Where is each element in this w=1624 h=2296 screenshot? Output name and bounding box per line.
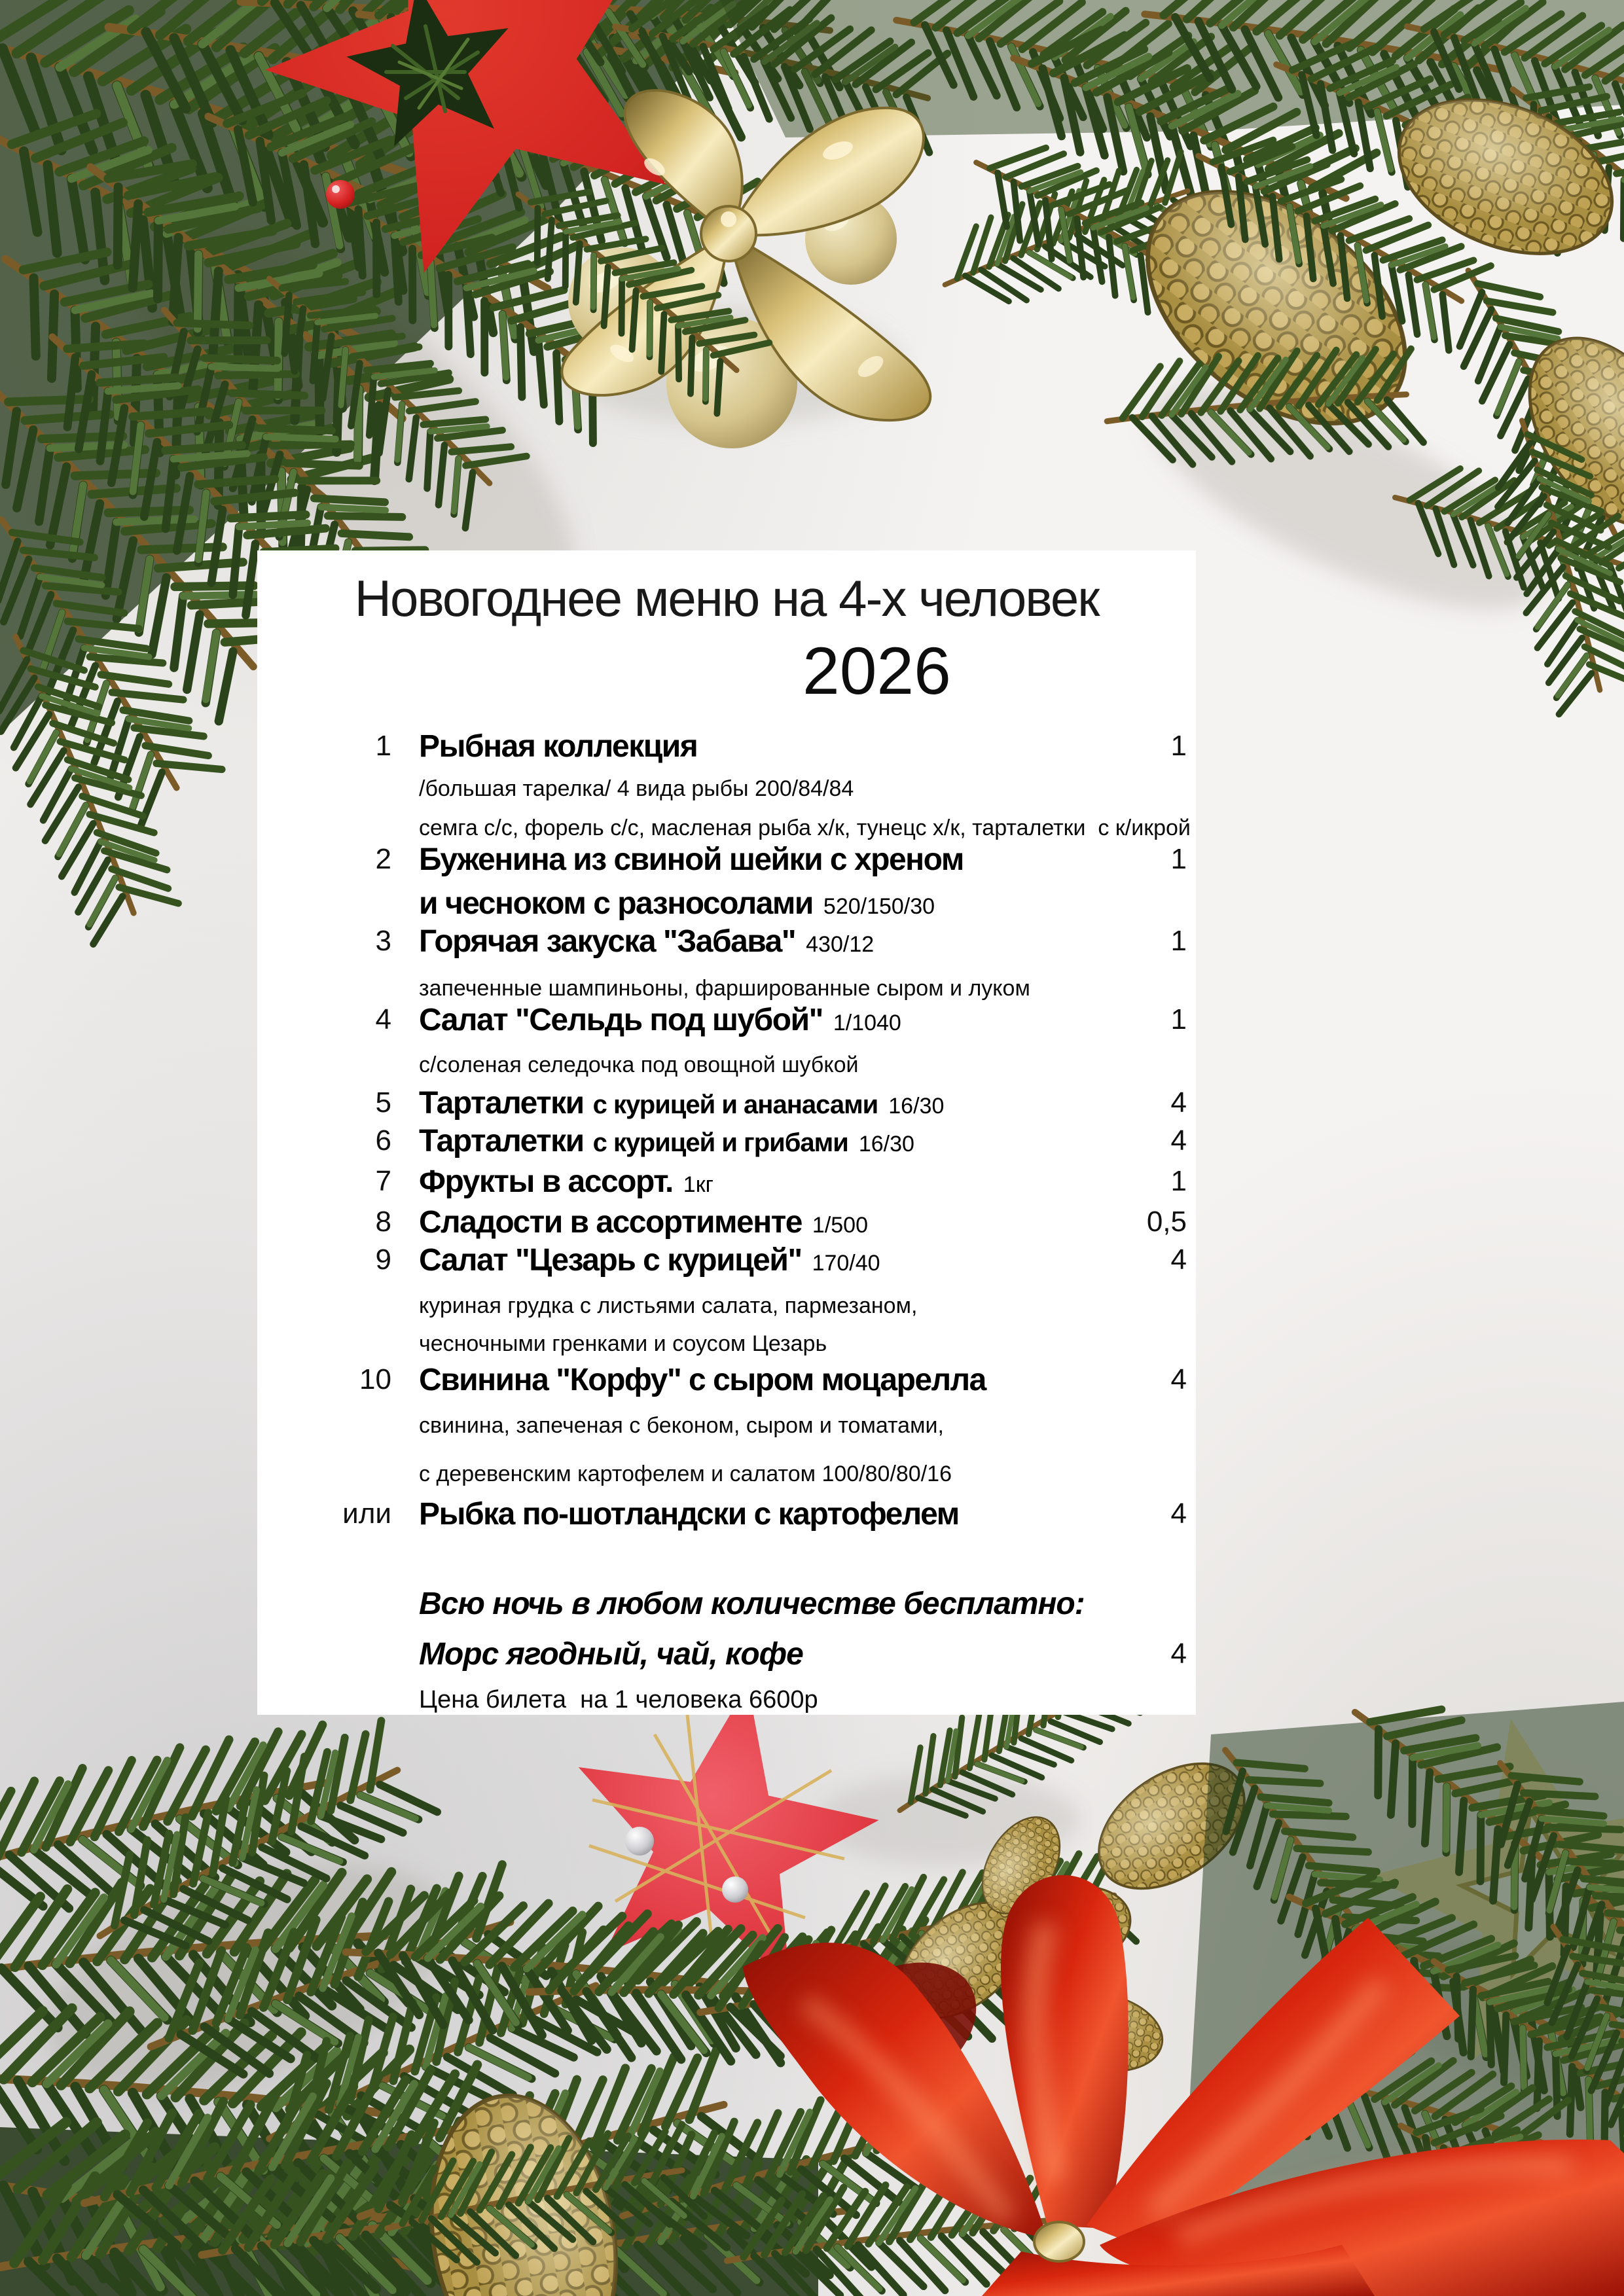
- menu-item-text: [419, 1293, 1134, 1319]
- menu-item-quantity: 4: [1170, 1363, 1187, 1395]
- menu-included-note: Морс ягодный, чай, кофе: [419, 1636, 803, 1672]
- menu-item-quantity: 4: [1170, 1498, 1187, 1530]
- menu-item-quantity: 4: [1170, 1244, 1187, 1276]
- menu-item-name: и чесноком с разносолами: [419, 886, 813, 921]
- menu-panel: [257, 550, 1196, 1715]
- menu-item-row: [257, 839, 1196, 880]
- menu-footer-price: Цена билета на 1 человека 6600р: [419, 1685, 818, 1713]
- menu-item-text: [419, 1204, 1134, 1240]
- menu-item-name: Горячая закуска "Забава": [419, 924, 796, 959]
- menu-item-text: [419, 1002, 1134, 1038]
- menu-item-number: 8: [375, 1206, 391, 1238]
- menu-item-quantity: 4: [1170, 1124, 1187, 1157]
- menu-item-number: 1: [375, 730, 391, 762]
- menu-item-portion: 1/1040: [833, 1010, 901, 1035]
- menu-item-text: [419, 1052, 1134, 1078]
- menu-item-description: /большая тарелка/ 4 вида рыбы 200/84/84: [419, 776, 854, 801]
- menu-item-description-row: [257, 1454, 1196, 1494]
- menu-item-description-row: [257, 1285, 1196, 1326]
- menu-item-portion: 1кг: [683, 1172, 713, 1197]
- menu-item-number: 3: [375, 925, 391, 957]
- menu-item-portion: 16/30: [888, 1093, 945, 1119]
- menu-item-text: [419, 1123, 1134, 1159]
- menu-item-number: 7: [375, 1165, 391, 1197]
- menu-item-description: с/соленая селедочка под овощной шубкой: [419, 1052, 859, 1077]
- menu-item-description: семга с/с, форель с/с, масленая рыба х/к, тунецс х/к, тарталетки с к/икрой: [419, 815, 1191, 840]
- menu-item-row: [257, 1161, 1196, 1202]
- menu-item-row: [257, 883, 1196, 924]
- menu-item-portion: 170/40: [812, 1250, 880, 1276]
- menu-item-description: свинина, запеченая с беконом, сыром и томатами,: [419, 1412, 944, 1438]
- menu-item-description-row: [257, 768, 1196, 809]
- menu-item-text: [419, 924, 1134, 960]
- silver-bead: [722, 1876, 748, 1903]
- berry-glint: [332, 185, 340, 193]
- menu-item-number: или: [342, 1498, 391, 1530]
- menu-footer-row: [257, 1679, 1196, 1720]
- menu-item-name: Салат "Цезарь с курицей": [419, 1242, 802, 1278]
- menu-item-quantity: 1: [1170, 843, 1187, 875]
- menu-item-text: [419, 1331, 1134, 1357]
- menu-item-name: Рыбка по-шотландски с картофелем: [419, 1496, 959, 1532]
- menu-item-text: [419, 815, 1191, 841]
- menu-item-quantity: 1: [1170, 730, 1187, 762]
- menu-item-number: 5: [375, 1086, 391, 1119]
- menu-item-description: с деревенским картофелем и салатом 100/80/80/16: [419, 1461, 952, 1486]
- menu-title: Новогоднее меню на 4-х человек: [354, 569, 1099, 627]
- menu-item-portion: 1/500: [812, 1212, 868, 1238]
- menu-item-text: [419, 728, 1134, 764]
- menu-item-row: [257, 999, 1196, 1040]
- menu-item-text: [419, 886, 1134, 922]
- menu-item-text: [419, 1085, 1134, 1121]
- menu-item-text: [419, 1362, 1134, 1398]
- menu-item-text: [419, 842, 1134, 878]
- menu-item-row: [257, 1083, 1196, 1123]
- menu-item-row: [257, 1240, 1196, 1280]
- menu-item-number: 6: [375, 1124, 391, 1157]
- menu-item-name-detail: с курицей и ананасами: [592, 1090, 878, 1119]
- menu-item-number: 10: [359, 1363, 391, 1395]
- menu-item-quantity: 1: [1170, 925, 1187, 957]
- menu-item-name: Свинина "Корфу" с сыром моцарелла: [419, 1362, 986, 1397]
- menu-item-row: [257, 726, 1196, 766]
- menu-item-row: [257, 1121, 1196, 1161]
- menu-item-description-row: [257, 1045, 1196, 1085]
- silver-bead: [625, 1827, 654, 1856]
- menu-rows: [257, 550, 1196, 1715]
- menu-item-portion: 520/150/30: [823, 893, 935, 919]
- red-berry: [326, 180, 355, 209]
- menu-item-portion: 430/12: [806, 931, 875, 957]
- menu-item-name: Буженина из свиной шейки с хреном: [419, 842, 964, 877]
- menu-item-text: [419, 1496, 1134, 1532]
- menu-item-description: запеченные шампиньоны, фаршированные сыром и луком: [419, 975, 1030, 1001]
- menu-item-name: Салат "Сельдь под шубой": [419, 1002, 823, 1037]
- menu-item-description-row: [257, 1323, 1196, 1364]
- menu-item-name: Рыбная коллекция: [419, 728, 698, 764]
- menu-item-name: Сладости в ассортименте: [419, 1204, 802, 1240]
- menu-item-quantity: 4: [1170, 1638, 1187, 1670]
- menu-item-name-detail: с курицей и грибами: [592, 1128, 848, 1157]
- menu-year: 2026: [802, 634, 951, 708]
- menu-item-text: [419, 1164, 1134, 1200]
- menu-item-text: [419, 776, 1134, 802]
- menu-item-text: [419, 1462, 1134, 1487]
- bow-knot-gold-wrap: [1034, 2222, 1084, 2261]
- menu-item-description-row: [257, 1405, 1196, 1446]
- menu-item-quantity: 1: [1170, 1165, 1187, 1197]
- menu-item-text: [419, 1413, 1134, 1439]
- menu-item-row: [257, 1494, 1196, 1534]
- menu-item-row: [257, 921, 1196, 961]
- menu-item-quantity: 0,5: [1146, 1206, 1187, 1238]
- menu-item-quantity: 1: [1170, 1003, 1187, 1035]
- menu-item-text: [419, 976, 1134, 1001]
- menu-item-name: Тарталетки: [419, 1085, 584, 1121]
- menu-item-row: [257, 1202, 1196, 1242]
- menu-item-description: чесночными гренками и соусом Цезарь: [419, 1331, 827, 1356]
- menu-included-note: Всю ночь в любом количестве бесплатно:: [419, 1586, 1085, 1621]
- menu-item-name: Тарталетки: [419, 1123, 584, 1158]
- menu-item-text: [419, 1686, 1134, 1714]
- menu-item-quantity: 4: [1170, 1086, 1187, 1119]
- menu-item-row: [257, 1359, 1196, 1400]
- menu-item-number: 2: [375, 843, 391, 875]
- menu-item-name: Фрукты в ассорт.: [419, 1164, 673, 1199]
- menu-item-row: [257, 1583, 1196, 1624]
- menu-item-text: [419, 1586, 1134, 1622]
- menu-item-number: 9: [375, 1244, 391, 1276]
- menu-item-text: [419, 1636, 1134, 1672]
- menu-item-row: [257, 1634, 1196, 1674]
- menu-item-portion: 16/30: [858, 1131, 914, 1157]
- menu-item-number: 4: [375, 1003, 391, 1035]
- menu-item-description: куриная грудка с листьями салата, пармезаном,: [419, 1293, 918, 1318]
- menu-item-text: [419, 1242, 1134, 1278]
